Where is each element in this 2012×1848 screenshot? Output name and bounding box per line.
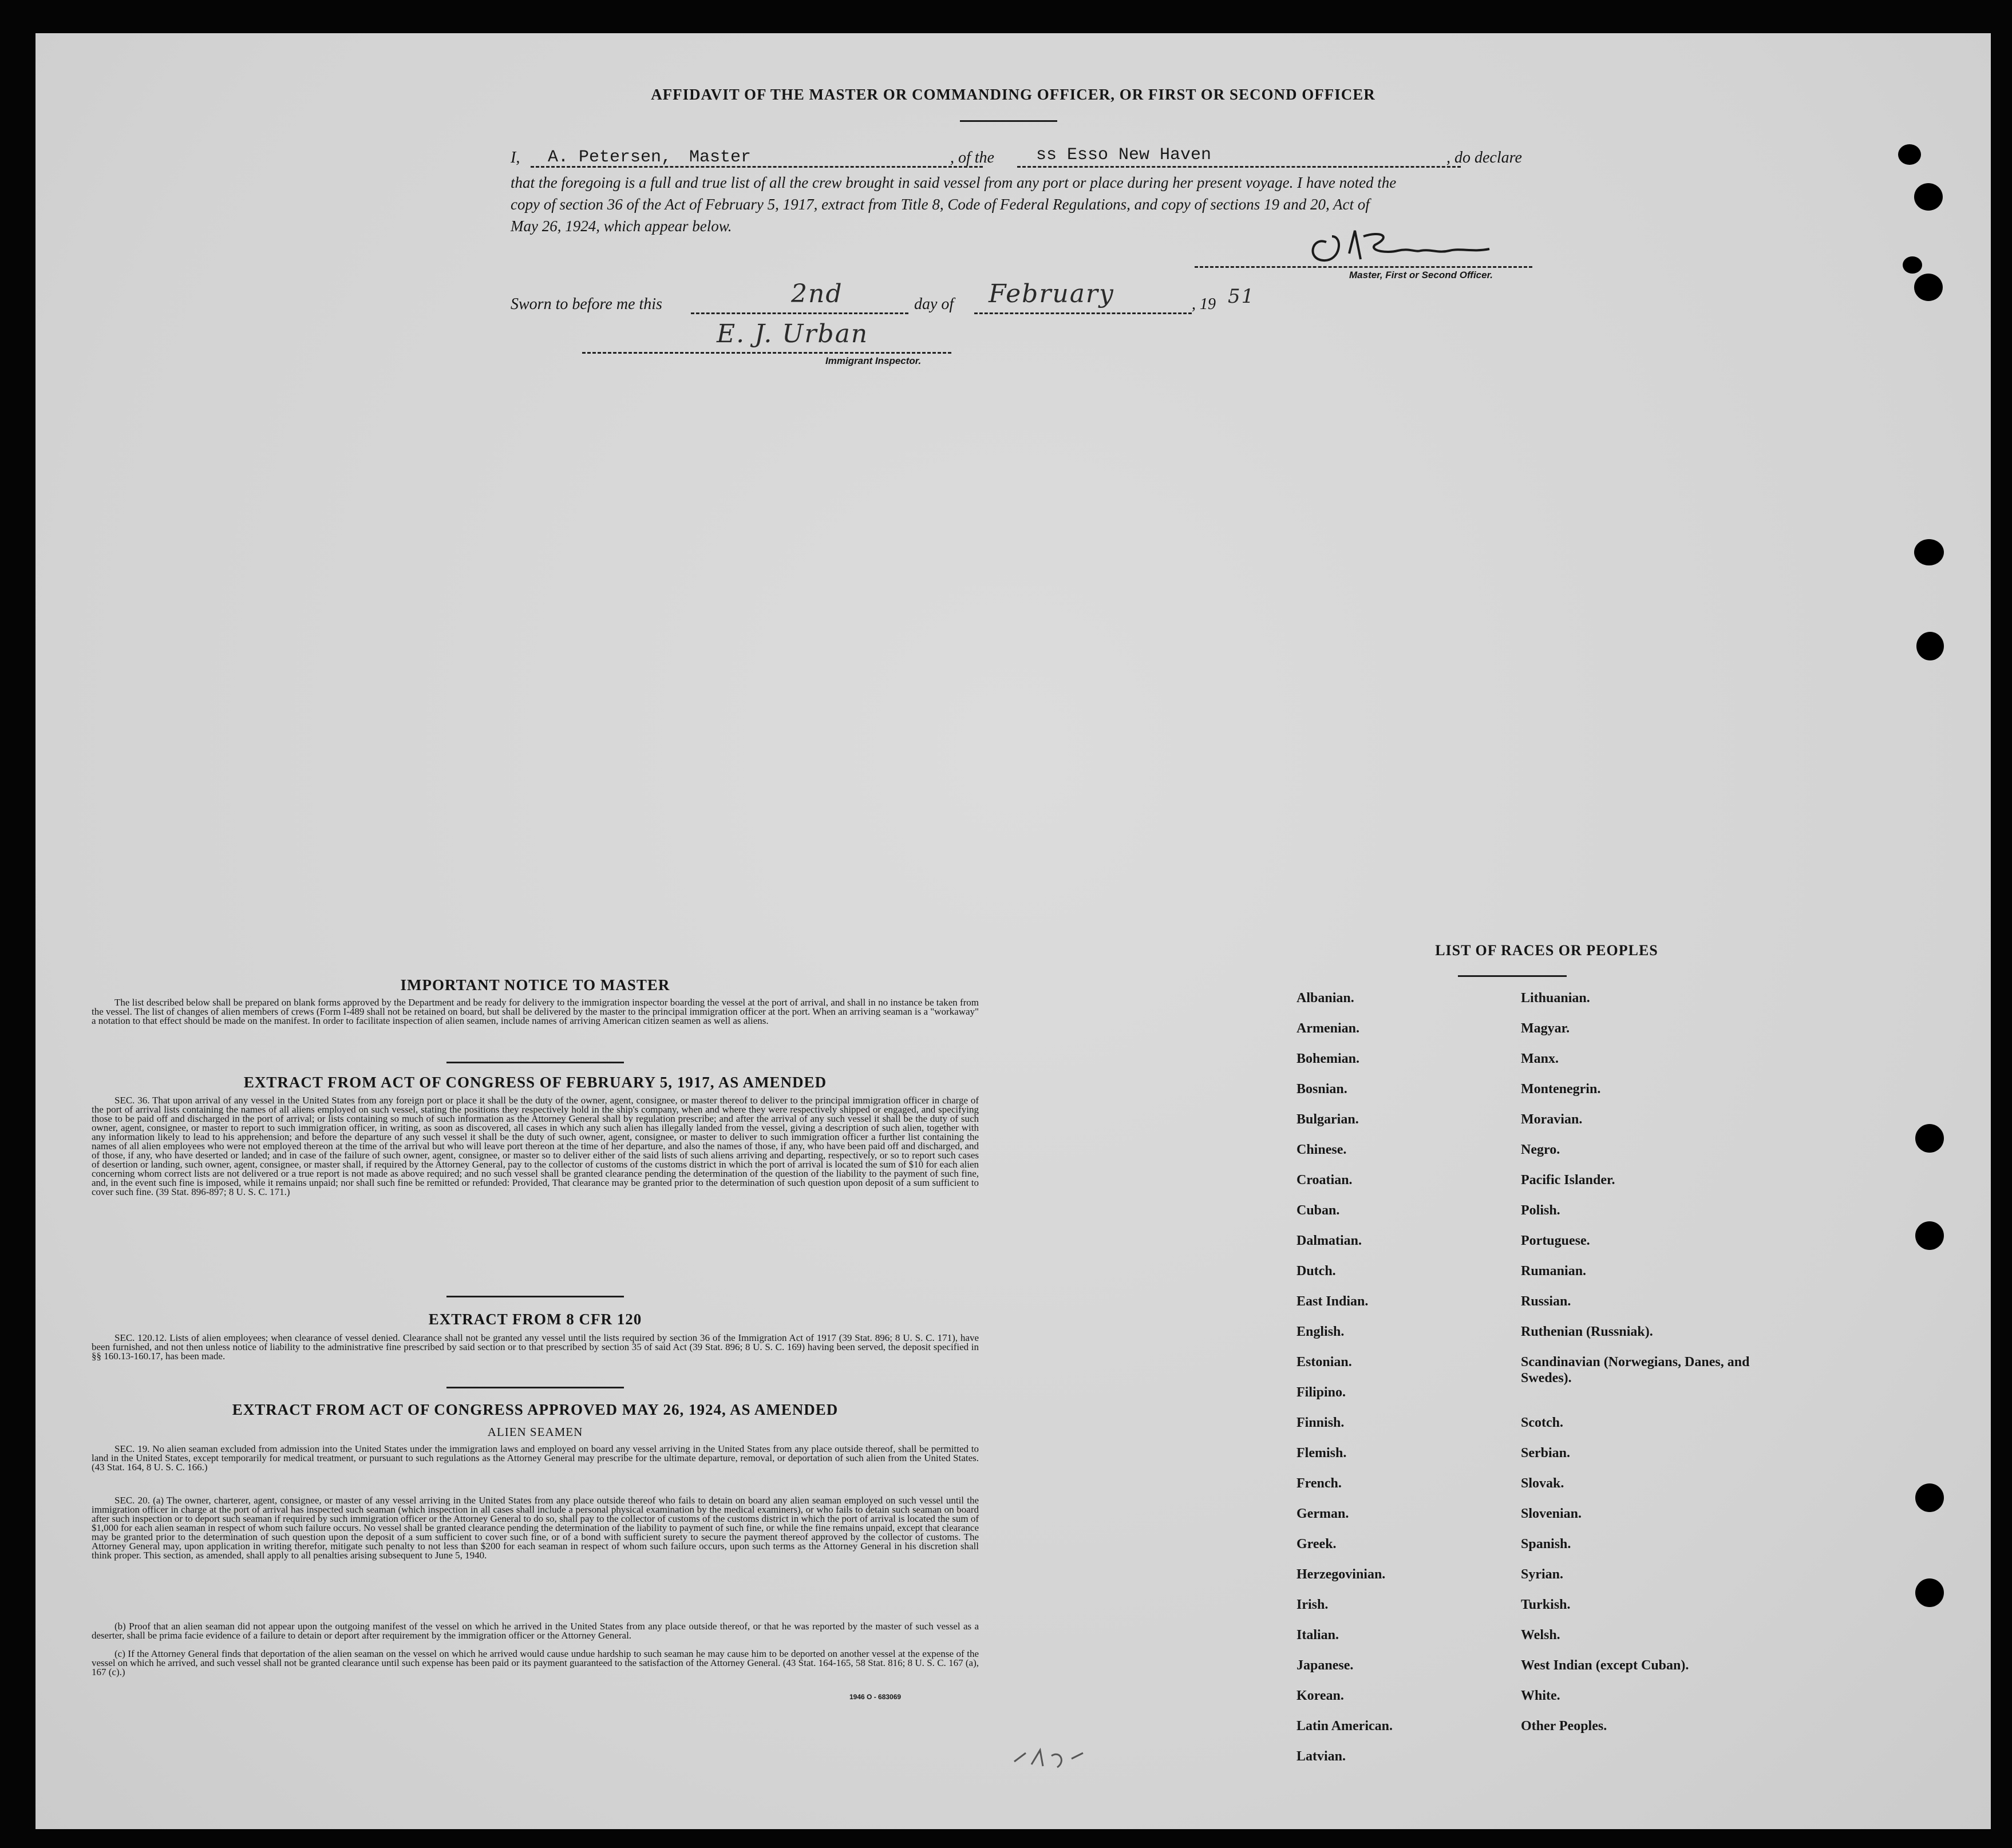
punch-hole bbox=[1903, 256, 1922, 274]
i-prefix: I, bbox=[511, 149, 520, 167]
race-item: Armenian. bbox=[1296, 1021, 1359, 1036]
officer-rank-value: Master bbox=[689, 148, 752, 167]
race-item: Bulgarian. bbox=[1296, 1112, 1359, 1127]
race-item: East Indian. bbox=[1296, 1294, 1369, 1309]
notice-divider bbox=[446, 1062, 624, 1063]
vessel-value: ss Esso New Haven bbox=[1036, 145, 1212, 165]
extract-1917-divider bbox=[446, 1296, 624, 1297]
year-prefix: , 19 bbox=[1192, 295, 1216, 313]
race-item: Latvian. bbox=[1296, 1749, 1346, 1764]
race-item: Polish. bbox=[1521, 1203, 1560, 1218]
race-item: Dalmatian. bbox=[1296, 1233, 1362, 1248]
race-item: Scandinavian (Norwegians, Danes, and Swedes). bbox=[1521, 1355, 1750, 1386]
race-item: Scotch. bbox=[1521, 1415, 1563, 1430]
sec-20a-body: SEC. 20. (a) The owner, charterer, agent, consignee, or master of any vessel arriving in the United States from any place outside thereof who fails to detain on board any alien seaman employed on such vessel until the immigration officer in charge at the port of arrival has inspected such seaman (which inspection in all cases shall include a personal physical examination by the medical examiners), or who fails to detain such seaman on board after such inspection or to deport such seaman if required by such immigration officer or the Attorney General to do so, shall pay to the collector of customs of the customs district in which the port of arrival is located the sum of $1,000 for each alien seaman in respect of whom such failure occurs. No vessel shall be granted clearance pending the determination of the liability to payment of such fine, or while the fine remains unpaid, except that clearance may be granted prior to the determination of such question upon the deposit of a sum sufficient to cover such fine, or of a bond with sufficient surety to secure the payment thereof approved by the collector of customs. The Attorney General may, upon application in writing therefor, mitigate such penalty to not less than $200 for each seaman in respect of whom such failure occurs, upon such terms as the Attorney General in his discretion shall think proper. This section, as amended, shall apply to all penalties arising subsequent to June 5, 1940. bbox=[92, 1495, 979, 1561]
race-item: West Indian (except Cuban). bbox=[1521, 1658, 1689, 1673]
officer-name-value: A. Petersen, bbox=[548, 148, 672, 167]
punch-hole bbox=[1914, 274, 1943, 301]
race-item: Bosnian. bbox=[1296, 1082, 1347, 1097]
inspector-signature-line bbox=[582, 352, 951, 354]
pencil-marks bbox=[1009, 1722, 1123, 1779]
race-item: Spanish. bbox=[1521, 1537, 1571, 1552]
extract-1917-body: SEC. 36. That upon arrival of any vessel in the United States from any foreign port or place it shall be the duty of the owner, agent, consignee, or master thereof to deliver to the principal immigration officer in charge of the port of arrival lists containing the names of all aliens employed on such vessel, stating the positions they respectively hold in the ship's company, when and where they were respectively shipped or engaged, and specifying those to be paid off and discharged in the port of arrival; or lists containing so much of such information as the Attorney General shall by regulation prescribe; and after the arrival of any such vessel it shall be the duty of such owner, agent, consignee, or master to report to such immigration officer, in writing, as soon as discovered, all cases in which any such alien has illegally landed from the vessel, giving a description of such alien, together with any information likely to lead to his apprehension; and before the departure of any such vessel it shall be the duty of such owner, agent, consignee, or master to deliver to such immigration officer a further list containing the names of all alien employees who were not employed thereon at the time of the arrival but who will leave port thereon at the time of her departure, and also the names of those, if any, who have been paid off and discharged, and of those, if any, who have deserted or landed; and in case of the failure of such owner, agent, consignee, or master so to deliver either of the said lists of such aliens arriving and departing, respectively, or so to report such cases of desertion or landing, such owner, agent, consignee, or master shall, if required by the Attorney General, pay to the collector of customs of the customs district in which the port of arrival is located the sum of $10 for each alien concerning whom correct lists are not delivered or a true report is not made as above required; and no such vessel shall be granted clearance pending the determination of the question of the liability to the payment of such fine, and, in the event such fine is imposed, while it remains unpaid; nor shall such fine be remitted or refunded: Provided, That clearance may be granted prior to the determination of such question upon deposit of a sum sufficient to cover such fine. (39 Stat. 896-897; 8 U. S. C. 171.) bbox=[92, 1095, 979, 1197]
races-title: LIST OF RACES OR PEOPLES bbox=[1435, 942, 1658, 959]
race-item: Croatian. bbox=[1296, 1173, 1353, 1188]
extract-cfr-title: EXTRACT FROM 8 CFR 120 bbox=[428, 1311, 642, 1328]
year-suffix: 51 bbox=[1228, 285, 1255, 308]
extract-1917-title: EXTRACT FROM ACT OF CONGRESS OF FEBRUARY 5, 1917, AS AMENDED bbox=[243, 1074, 827, 1091]
extract-cfr-divider bbox=[446, 1387, 624, 1388]
race-item: Italian. bbox=[1296, 1628, 1339, 1643]
race-item: Moravian. bbox=[1521, 1112, 1583, 1127]
race-item: English. bbox=[1296, 1324, 1345, 1339]
races-left-column bbox=[1296, 990, 1503, 1779]
day-of-label: day of bbox=[914, 295, 954, 313]
race-item: German. bbox=[1296, 1506, 1349, 1521]
sworn-label: Sworn to before me this bbox=[511, 295, 662, 313]
sworn-month-line bbox=[974, 312, 1192, 314]
punch-hole bbox=[1914, 539, 1944, 565]
race-item: Flemish. bbox=[1296, 1446, 1347, 1461]
race-item: Cuban. bbox=[1296, 1203, 1340, 1218]
race-item: Herzegovinian. bbox=[1296, 1567, 1386, 1582]
race-item: Negro. bbox=[1521, 1142, 1560, 1157]
master-signature bbox=[1301, 219, 1518, 271]
sworn-day-value: 2nd bbox=[791, 279, 843, 308]
extract-1924-subtitle: ALIEN SEAMEN bbox=[487, 1425, 583, 1439]
race-item: Other Peoples. bbox=[1521, 1719, 1607, 1734]
race-item: Magyar. bbox=[1521, 1021, 1570, 1036]
master-signature-caption: Master, First or Second Officer. bbox=[1349, 270, 1493, 280]
declaration-line-4: May 26, 1924, which appear below. bbox=[511, 217, 732, 235]
race-item: Rumanian. bbox=[1521, 1264, 1587, 1279]
sec-20c-body: (c) If the Attorney General finds that deportation of the alien seaman on the vessel on which he arrived would cause undue hardship to such seaman he may cause him to be deported on another vessel at the expense of the vessel on which he arrived, and such vessel shall not be granted clearance until such expense has been paid or its payment guaranteed to the satisfaction of the Attorney General. (43 Stat. 164-165, 58 Stat. 816; 8 U. S. C. 167 (a), 167 (c).) bbox=[92, 1648, 979, 1677]
do-declare-label: , do declare bbox=[1446, 149, 1522, 167]
race-item: French. bbox=[1296, 1476, 1342, 1491]
race-item: Montenegrin. bbox=[1521, 1082, 1601, 1097]
race-item: Finnish. bbox=[1296, 1415, 1345, 1430]
race-item: White. bbox=[1521, 1688, 1560, 1703]
sworn-day-line bbox=[691, 312, 908, 314]
race-item: Bohemian. bbox=[1296, 1051, 1360, 1066]
inspector-caption: Immigrant Inspector. bbox=[825, 355, 922, 366]
punch-hole bbox=[1915, 1221, 1944, 1250]
race-item: Albanian. bbox=[1296, 991, 1354, 1006]
race-item: Latin American. bbox=[1296, 1719, 1393, 1734]
of-the-label: , of the bbox=[950, 149, 994, 167]
print-code: 1946 O - 683069 bbox=[849, 1693, 902, 1701]
race-item: Japanese. bbox=[1296, 1658, 1354, 1673]
race-item: Ruthenian (Russniak). bbox=[1521, 1324, 1653, 1339]
race-item: Chinese. bbox=[1296, 1142, 1347, 1157]
notice-body: The list described below shall be prepared on blank forms approved by the Department and be ready for delivery to the immigration inspector boarding the vessel at the port of arrival, and shall in no instance be taken from the vessel. The list of changes of alien members of crews (Form I-489 shall not be retained on board, but shall be delivered by the master to the principal immigration officer at the port. When an arriving seaman is a "workaway" a notation to that effect should be made on the manifest. In order to facilitate inspection of alien seamen, include names of arriving American citizen seamen as well as aliens. bbox=[92, 997, 979, 1026]
race-item: Turkish. bbox=[1521, 1597, 1571, 1612]
sworn-month-value: February bbox=[989, 279, 1114, 308]
declaration-line-3: copy of section 36 of the Act of February 5, 1917, extract from Title 8, Code of Federal Regulations, and copy of sections 19 and 20, Act of bbox=[511, 196, 1370, 213]
sec-19-body: SEC. 19. No alien seaman excluded from admission into the United States under the immigration laws and employed on board any vessel arriving in the United States from any place outside thereof, shall be permitted to land in the United States, except temporarily for medical treatment, or pursuant to such regulations as the Attorney General may prescribe for the ultimate departure, removal, or deportation of such alien from the United States. (43 Stat. 164, 8 U. S. C. 166.) bbox=[92, 1443, 979, 1473]
affidavit-title: AFFIDAVIT OF THE MASTER OR COMMANDING OFFICER, OR FIRST OR SECOND OFFICER bbox=[651, 86, 1375, 103]
races-right-column bbox=[1521, 990, 1773, 1748]
race-item: Syrian. bbox=[1521, 1567, 1564, 1582]
declaration-line-2: that the foregoing is a full and true list of all the crew brought in said vessel from any port or place during her present voyage. I have noted the bbox=[511, 174, 1397, 191]
extract-1924-title: EXTRACT FROM ACT OF CONGRESS APPROVED MAY 26, 1924, AS AMENDED bbox=[232, 1401, 839, 1418]
extract-cfr-body: SEC. 120.12. Lists of alien employees; when clearance of vessel denied. Clearance shall not be granted any vessel until the lists required by section 36 of the Immigration Act of 1917 (39 Stat. 896; 8 U. S. C. 171), have been furnished, and not then unless notice of liability to the administrative fine prescribed by said section or to that prescribed by section 35 of said Act (39 Stat. 896; 8 U. S. C. 169) having been served, the deposit specified in §§ 160.13-160.17, has been made. bbox=[92, 1332, 979, 1362]
punch-hole bbox=[1915, 1483, 1944, 1512]
punch-hole bbox=[1915, 1578, 1944, 1607]
punch-hole bbox=[1915, 1124, 1944, 1153]
race-item: Lithuanian. bbox=[1521, 991, 1590, 1006]
race-item: Korean. bbox=[1296, 1688, 1344, 1703]
punch-hole bbox=[1916, 632, 1944, 660]
race-item: Dutch. bbox=[1296, 1264, 1336, 1279]
master-signature-line bbox=[1195, 266, 1532, 268]
form-sheet bbox=[35, 33, 1991, 1829]
vessel-line bbox=[1017, 166, 1461, 168]
race-item: Slovenian. bbox=[1521, 1506, 1582, 1521]
punch-hole bbox=[1914, 183, 1943, 211]
race-item: Greek. bbox=[1296, 1537, 1337, 1552]
race-item: Russian. bbox=[1521, 1294, 1571, 1309]
race-item: Welsh. bbox=[1521, 1628, 1560, 1643]
race-item: Manx. bbox=[1521, 1051, 1559, 1066]
inspector-signature: E. J. Urban bbox=[717, 319, 869, 349]
sec-20b-body: (b) Proof that an alien seaman did not appear upon the outgoing manifest of the vessel on which he arrived in the United States from any place outside thereof, or that he was reported by the master of such vessel as a deserter, shall be prima facie evidence of a failure to detain or deport after requirement by the immigration officer or the Attorney General. bbox=[92, 1621, 979, 1641]
punch-hole bbox=[1898, 144, 1921, 165]
race-item: Irish. bbox=[1296, 1597, 1329, 1612]
title-divider bbox=[960, 120, 1057, 122]
race-item: Serbian. bbox=[1521, 1446, 1571, 1461]
race-item: Slovak. bbox=[1521, 1476, 1564, 1491]
race-item: Pacific Islander. bbox=[1521, 1173, 1615, 1188]
race-item: Estonian. bbox=[1296, 1355, 1352, 1370]
races-divider bbox=[1458, 975, 1567, 977]
notice-title: IMPORTANT NOTICE TO MASTER bbox=[400, 976, 670, 994]
race-item: Filipino. bbox=[1296, 1385, 1346, 1400]
race-item: Portuguese. bbox=[1521, 1233, 1590, 1248]
